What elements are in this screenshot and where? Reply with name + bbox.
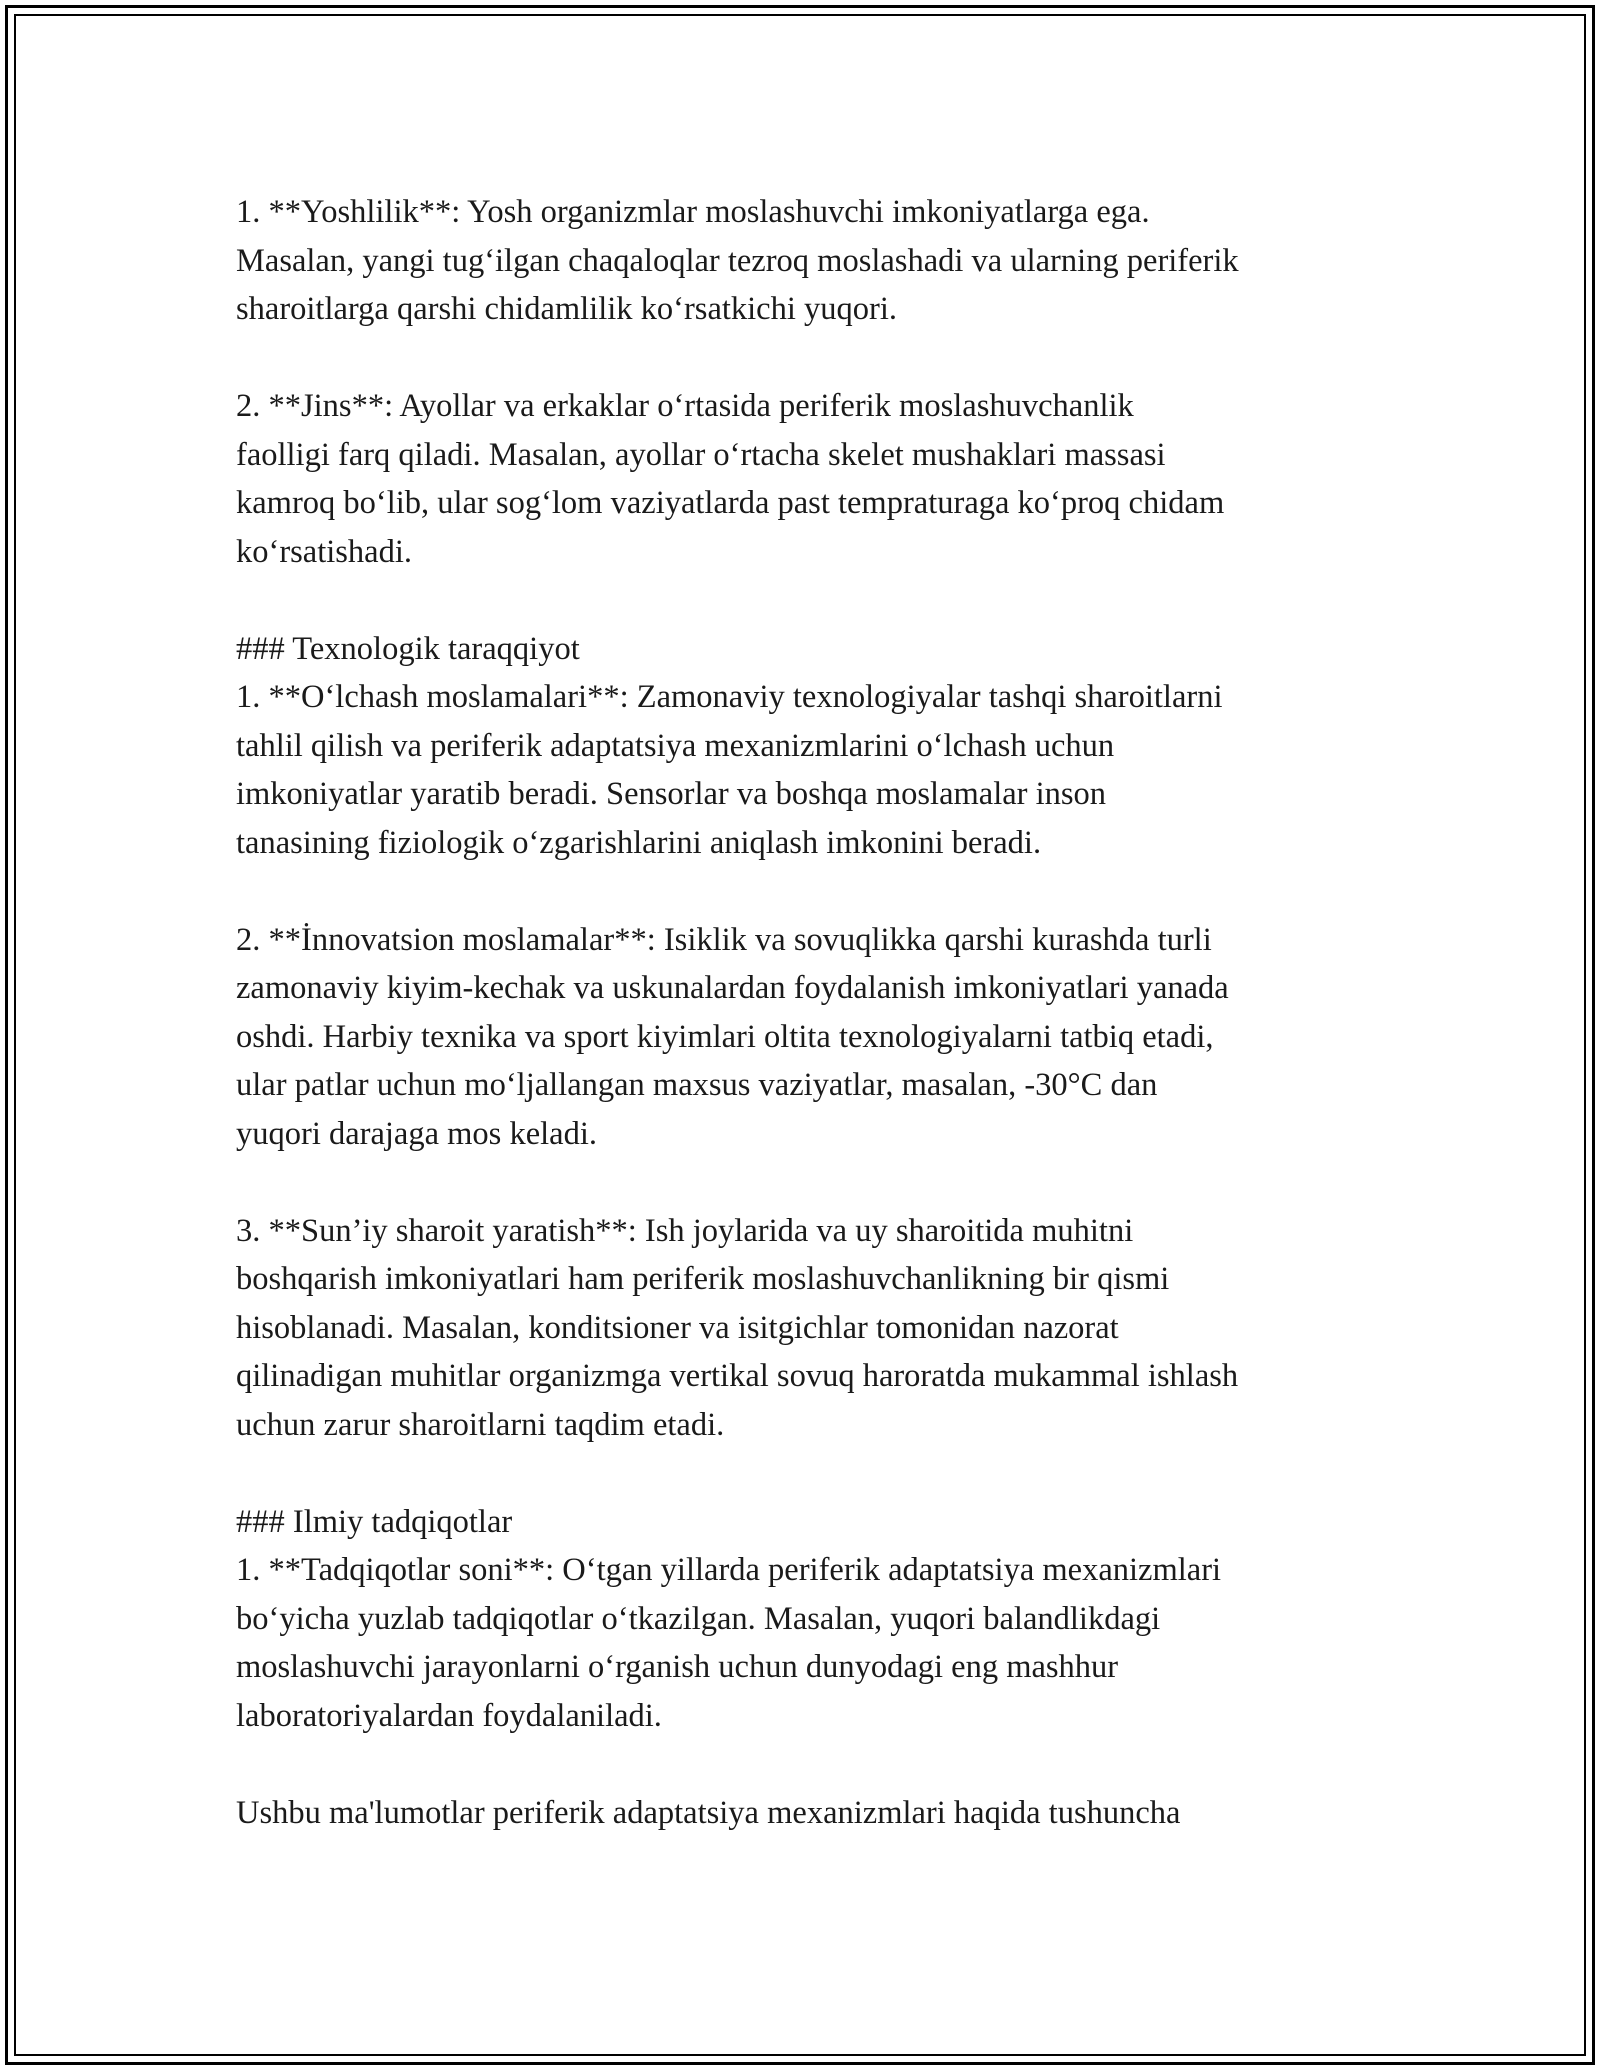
text-line: 2. **Jins**: Ayollar va erkaklar o‘rtasida periferik moslashuvchanlik	[236, 388, 1134, 424]
text-line: tanasining fiziologik o‘zgarishlarini aniqlash imkonini beradi.	[236, 824, 1042, 861]
text-line: ko‘rsatishadi.	[236, 533, 413, 570]
text-line: 1. **O‘lchash moslamalari**: Zamonaviy texnologiyalar tashqi sharoitlarni	[236, 679, 1223, 715]
section-heading: ### Texnologik taraqqiyot	[236, 630, 580, 667]
text-line: yuqori darajaga mos keladi.	[236, 1115, 597, 1152]
text-line: bo‘yicha yuzlab tadqiqotlar o‘tkazilgan. Masalan, yuqori balandlikdagi	[236, 1600, 1161, 1637]
text-line: 3. **Sun’iy sharoit yaratish**: Ish joylarida va uy sharoitida muhitni	[236, 1212, 1134, 1249]
text-line: laboratoriyalardan foydalaniladi.	[236, 1697, 662, 1734]
paragraph-texnologik-taraqqiyot	[236, 625, 1386, 868]
text-line: faolligi farq qiladi. Masalan, ayollar o‘rtacha skelet mushaklari massasi	[236, 436, 1166, 473]
text-line: zamonaviy kiyim-kechak va uskunalardan foydalanish imkoniyatlari yanada	[236, 970, 1229, 1006]
paragraph-innovatsion-moslamalar	[236, 916, 1386, 1159]
text-line: tahlil qilish va periferik adaptatsiya mexanizmlarini o‘lchash uchun	[236, 727, 1115, 764]
paragraph-ilmiy-tadqiqotlar	[236, 1498, 1386, 1741]
text-line: 2. **İnnovatsion moslamalar**: Isiklik va sovuqlikka qarshi kurashda turli	[236, 921, 1212, 958]
paragraph-yoshlilik	[236, 188, 1386, 334]
text-line: kamroq bo‘lib, ular sog‘lom vaziyatlarda past tempraturaga ko‘proq chidam	[236, 485, 1225, 521]
text-line: Ushbu ma'lumotlar periferik adaptatsiya mexanizmlari haqida tushuncha	[236, 1794, 1181, 1831]
text-line: imkoniyatlar yaratib beradi. Sensorlar va boshqa moslamalar inson	[236, 776, 1107, 812]
paragraph-jins	[236, 382, 1386, 576]
text-line: Masalan, yangi tug‘ilgan chaqaloqlar tezroq moslashadi va ularning periferik	[236, 242, 1239, 279]
paragraph-conclusion	[236, 1789, 1386, 1838]
document-body	[236, 188, 1386, 1837]
text-line: oshdi. Harbiy texnika va sport kiyimlari oltita texnologiyalarni tatbiq etadi,	[236, 1018, 1214, 1055]
section-heading: ### Ilmiy tadqiqotlar	[236, 1503, 513, 1540]
text-line: ular patlar uchun mo‘ljallangan maxsus vaziyatlar, masalan, -30°C dan	[236, 1067, 1158, 1103]
text-line: sharoitlarga qarshi chidamlilik ko‘rsatkichi yuqori.	[236, 291, 897, 327]
text-line: 1. **Yoshlilik**: Yosh organizmlar moslashuvchi imkoniyatlarga ega.	[236, 194, 1150, 230]
text-line: 1. **Tadqiqotlar soni**: O‘tgan yillarda periferik adaptatsiya mexanizmlari	[236, 1552, 1222, 1588]
text-line: qilinadigan muhitlar organizmga vertikal sovuq haroratda mukammal ishlash	[236, 1358, 1239, 1394]
text-line: hisoblanadi. Masalan, konditsioner va isitgichlar tomonidan nazorat	[236, 1309, 1119, 1346]
text-line: moslashuvchi jarayonlarni o‘rganish uchun dunyodagi eng mashhur	[236, 1649, 1119, 1685]
text-line: boshqarish imkoniyatlari ham periferik moslashuvchanlikning bir qismi	[236, 1261, 1170, 1297]
text-line: uchun zarur sharoitlarni taqdim etadi.	[236, 1406, 725, 1443]
paragraph-suniy-sharoit	[236, 1207, 1386, 1450]
